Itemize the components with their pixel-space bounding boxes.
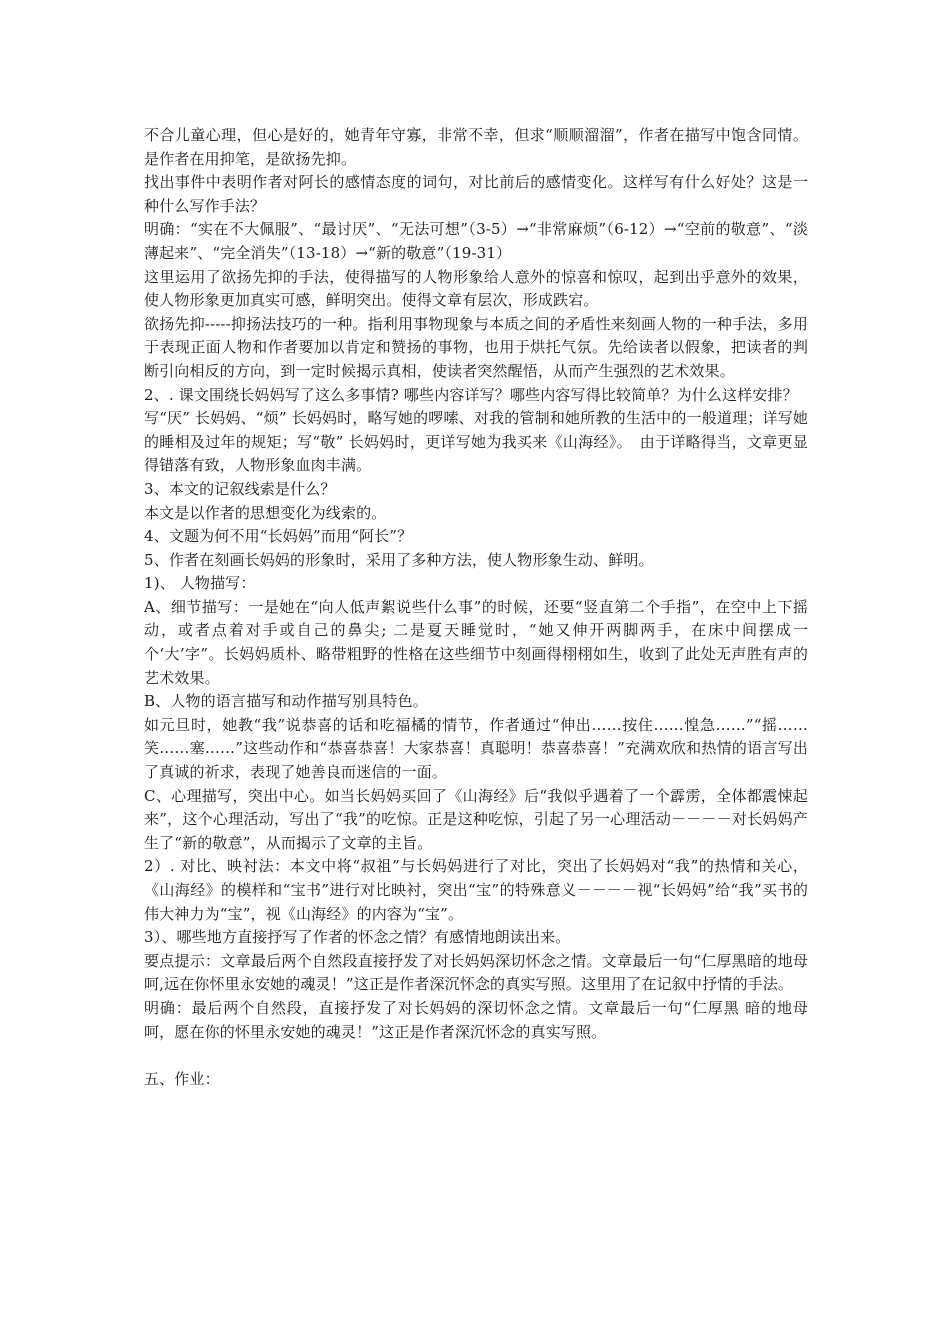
paragraph-technique: 这里运用了欲扬先抑的手法，使得描写的人物形象给人意外的惊喜和惊叹，起到出乎意外的效果，使人物形象更加真实可感，鲜明突出。使得文章有层次，形成跌宕。: [144, 267, 808, 310]
paragraph-answer-emotion: 明确：“实在不大佩服”、“最讨厌”、“无法可想”（3-5）→“非常麻烦”（6-12）→“空前的敬意”、“淡薄起来”、“完全消失”（13-18）→“新的敬意”（19-31）: [144, 220, 808, 262]
paragraph-detail-a: A、细节描写：一是她在“向人低声絮说些什么事”的时候，还要“竖直第二个手指”，在空中上下摇动，或者点着对手或自己的鼻尖; 二是夏天睡觉时，“她又伸开两脚两手，在床中间摆成一个‘大’字”。长妈妈质朴、略带粗野的性格在这些细节中刻画得栩栩如生，收到了此处无声胜有声的艺术效果。: [144, 597, 808, 687]
paragraph-detail-c: C、心理描写，突出中心。如当长妈妈买回了《山海经》后“我似乎遇着了一个霹雳，全体都震悚起来”，这个心理活动，写出了“我”的吃惊。正是这种吃惊，引起了另一心理活动－－－－对长妈妈产生了“新的敬意”，从而揭示了文章的主旨。: [144, 786, 808, 852]
paragraph-detail-b: B、人物的语言描写和动作描写别具特色。: [144, 692, 428, 711]
document-body: [144, 124, 808, 1091]
paragraph-question-5: 5、作者在刻画长妈妈的形象时，采用了多种方法，使人物形象生动、鲜明。: [144, 550, 654, 569]
paragraph-subheading-1: 1)、 人物描写：: [144, 574, 256, 593]
paragraph-question-2: 2、. 课文围绕长妈妈写了这么多事情? 哪些内容详写？哪些内容写得比较简单？为什么这样安排？: [144, 385, 798, 404]
section-heading-homework: 五、作业：: [144, 1069, 220, 1088]
paragraph-intro: 不合儿童心理，但心是好的，她青年守寡，非常不幸，但求“顺顺溜溜”，作者在描写中饱含同情。是作者在用抑笔，是欲扬先抑。: [144, 126, 808, 168]
paragraph-question-4: 4、文题为何不用“长妈妈”而用“阿长”？: [144, 527, 413, 546]
paragraph-question-3: 3、本文的记叙线索是什么？: [144, 479, 336, 498]
paragraph-detail-b-example: 如元旦时，她教“我”说恭喜的话和吃福橘的情节，作者通过“伸出……按住……惶急……”“摇……笑……塞……”这些动作和“恭喜恭喜！大家恭喜！真聪明！恭喜恭喜！”充满欢欣和热情的语言写出了真诚的祈求，表现了她善良而迷信的一面。: [144, 715, 808, 782]
paragraph-answer-6: 明确：最后两个自然段，直接抒发了对长妈妈的深切怀念之情。文章最后一句“仁厚黑 暗的地母呵，愿在你的怀里永安她的魂灵！”这正是作者深沉怀念的真实写照。: [144, 998, 808, 1041]
paragraph-contrast: 2）. 对比、映衬法：本文中将“叔祖”与长妈妈进行了对比，突出了长妈妈对“我”的热情和关心，《山海经》的模样和“宝书”进行对比映衬，突出“宝”的特殊意义－－－－视“长妈妈”给“我”买书的伟大神力为“宝”，视《山海经》的内容为“宝”。: [144, 857, 808, 923]
paragraph-answer-3: 本文是以作者的思想变化为线索的。: [144, 503, 387, 522]
paragraph-question-emotion: 找出事件中表明作者对阿长的感情态度的词句，对比前后的感情变化。这样写有什么好处？这是一种什么写作手法？: [144, 173, 808, 215]
paragraph-question-6: 3）、哪些地方直接抒写了作者的怀念之情？有感情地朗读出来。: [144, 928, 571, 947]
paragraph-answer-2: 写“厌” 长妈妈、“烦” 长妈妈时，略写她的啰嗦、对我的管制和她所教的生活中的一般道理；详写她的睡相及过年的规矩；写“敬” 长妈妈时，更详写她为我买来《山海经》。 由于详略得当，文章更显得错落有致，人物形象血肉丰满。: [144, 409, 808, 475]
paragraph-definition: 欲扬先抑-----抑扬法技巧的一种。指利用事物现象与本质之间的矛盾性来刻画人物的一种手法，多用于表现正面人物和作者要加以肯定和赞扬的事物，也用于烘托气氛。先给读者以假象，把读者的判断引向相反的方向，到一定时候揭示真相，使读者突然醒悟，从而产生强烈的艺术效果。: [144, 314, 808, 380]
blank-line: [144, 1044, 808, 1068]
paragraph-hint: 要点提示：文章最后两个自然段直接抒发了对长妈妈深切怀念之情。文章最后一句“仁厚黑暗的地母呵,远在你怀里永安她的魂灵！”这正是作者深沉怀念的真实写照。这里用了在记叙中抒情的手法。: [144, 951, 808, 994]
